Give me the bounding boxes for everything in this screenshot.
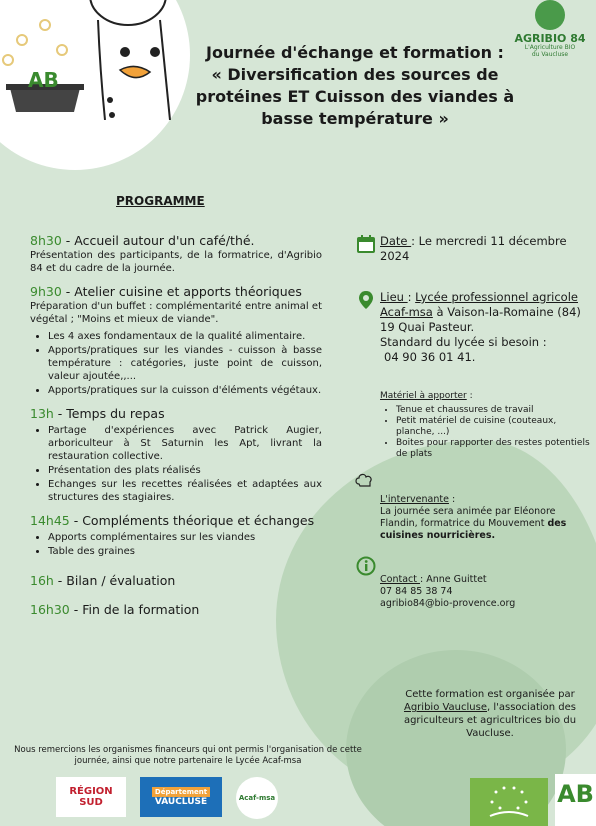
- materiel-label: Matériel à apporter: [380, 391, 467, 401]
- chef-illustration: [0, 0, 190, 170]
- agribio-logo-sub: [510, 45, 590, 58]
- eu-organic-leaf-logo: [470, 778, 548, 826]
- session-heading: [30, 603, 322, 616]
- page-title: [190, 42, 520, 130]
- agribio-logo: [510, 0, 590, 58]
- contact-email[interactable]: agribio84@bio-provence.org: [380, 598, 516, 609]
- session-heading: [30, 234, 322, 247]
- session-bullets: [30, 531, 322, 558]
- ab-logo: [555, 774, 596, 826]
- list-item: • Partage d'expériences avec Patrick Augier, arboriculteur à St Saturnin les Apt, livrant la restauration collective.: [48, 424, 322, 463]
- session-title: - Temps du repas: [53, 406, 165, 421]
- session-heading: [30, 285, 322, 298]
- location-place: Lycée professionnel agricole Acaf-msa: [380, 290, 578, 319]
- list-item: • Boites pour rapporter des restes potentiels de plats: [396, 438, 592, 460]
- chef-hat-icon: [350, 472, 378, 492]
- region-line-2: SUD: [79, 797, 103, 808]
- organizer-name: Agribio Vaucluse: [403, 702, 487, 713]
- materiel-list: [380, 405, 592, 460]
- departement-line-1: Département: [152, 787, 210, 797]
- session-title: - Accueil autour d'un café/thé.: [61, 233, 255, 248]
- region-sud-logo: [56, 777, 126, 817]
- standard-label: Standard du lycée si besoin :: [380, 335, 547, 349]
- title-line-4: basse température »: [261, 109, 449, 128]
- agribio-leaf-icon: [535, 0, 565, 30]
- list-item: • Petit matériel de cuisine (couteaux, planche, ...): [396, 416, 592, 438]
- session-heading: [30, 574, 322, 587]
- region-line-1: RÉGION: [69, 786, 113, 797]
- session-time: 16h30: [30, 602, 70, 617]
- date-value: : Le mercredi 11 décembre 2024: [380, 234, 567, 263]
- session-13h: [30, 407, 322, 504]
- session-time: 14h45: [30, 513, 70, 528]
- location-sep: :: [407, 290, 416, 304]
- intervenante-label: L'intervenante: [380, 494, 449, 505]
- list-item: • Table des graines: [48, 545, 322, 558]
- location-address: 19 Quai Pasteur.: [380, 320, 475, 334]
- agribio-logo-name: AGRIBIO 84: [514, 32, 586, 45]
- eu-leaf-icon: [470, 778, 548, 826]
- contact-name: : Anne Guittet: [419, 574, 487, 585]
- title-line-2: « Diversification des sources de: [211, 65, 499, 84]
- session-title: - Bilan / évaluation: [53, 573, 176, 588]
- chef-ab-badge: AB: [28, 68, 59, 92]
- session-bullets: [30, 330, 322, 397]
- contact-label: Contact: [380, 574, 420, 585]
- calendar-icon: [356, 234, 376, 254]
- session-time: 9h30: [30, 284, 62, 299]
- partner-logos: [56, 777, 278, 819]
- intervenante-block: [356, 494, 592, 542]
- session-body: Préparation d'un buffet : complémentarité entre animal et végétal ; "Moins et mieux de viande".: [30, 301, 322, 325]
- contact-block: [356, 574, 592, 610]
- list-item: • Les 4 axes fondamentaux de la qualité alimentaire.: [48, 330, 322, 343]
- list-item: • Echanges sur les recettes réalisées et adaptées aux structures des stagiaires.: [48, 478, 322, 504]
- session-body: Présentation des participants, de la formatrice, d'Agribio 84 et du cadre de la journée.: [30, 250, 322, 274]
- organizer-note: [390, 688, 590, 740]
- location-town: à Vaison-la-Romaine (84): [432, 305, 581, 319]
- organizer-text-post: , l'association des agriculteurs et agricultrices bio du Vaucluse.: [403, 702, 577, 739]
- session-0930: [30, 285, 322, 397]
- list-item: • Apports complémentaires sur les viandes: [48, 531, 322, 544]
- session-0830: [30, 234, 322, 275]
- date-label: Date: [380, 234, 412, 248]
- session-time: 8h30: [30, 233, 62, 248]
- title-line-3: protéines ET Cuisson des viandes à: [195, 87, 515, 106]
- session-bullets: [30, 424, 322, 504]
- agribio-logo-sub-1: L'Agriculture BIO: [524, 44, 576, 51]
- materiel-colon: :: [466, 391, 473, 401]
- funders-thanks: Nous remercions les organismes financeurs qui ont permis l'organisation de cette journée, ainsi que notre partenaire le Lycée Acaf-msa: [14, 745, 362, 766]
- acaf-label: Acaf-msa: [238, 794, 276, 802]
- location-block: [356, 290, 592, 365]
- departement-line-2: VAUCLUSE: [154, 797, 208, 807]
- session-16h: [30, 574, 322, 587]
- session-heading: [30, 407, 322, 420]
- list-item: • Apports/pratiques sur les viandes - cuisson à basse température : catégories, juste point de cuisson, valeur ajoutée,,...: [48, 344, 322, 383]
- list-item: • Apports/pratiques sur la cuisson d'éléments végétaux.: [48, 384, 322, 397]
- programme-heading: PROGRAMME: [116, 194, 205, 208]
- info-icon: [356, 556, 376, 576]
- location-pin-icon: [356, 290, 376, 310]
- acaf-msa-logo: [236, 777, 278, 819]
- session-title: - Fin de la formation: [69, 602, 200, 617]
- vaucluse-logo: [140, 777, 222, 817]
- organizer-text-pre: Cette formation est organisée par: [405, 689, 575, 700]
- list-item: • Présentation des plats réalisés: [48, 464, 322, 477]
- chef-chicken-icon: [0, 0, 190, 120]
- session-14h45: [30, 514, 322, 558]
- title-line-1: Journée d'échange et formation :: [206, 43, 504, 62]
- session-heading: [30, 514, 322, 527]
- info-panel: [356, 234, 592, 610]
- intervenante-colon: :: [448, 494, 456, 505]
- session-time: 13h: [30, 406, 54, 421]
- session-time: 16h: [30, 573, 54, 588]
- list-item: • Tenue et chaussures de travail: [396, 405, 592, 416]
- ab-logo-text: AB: [557, 780, 594, 808]
- session-16h30: [30, 603, 322, 616]
- intervenante-text: La journée sera animée par Eléonore Flandin, formatrice du Mouvement: [380, 506, 556, 529]
- materiel-block: [356, 391, 592, 460]
- programme-list: [30, 234, 322, 626]
- session-title: - Compléments théorique et échanges: [69, 513, 315, 528]
- date-block: [356, 234, 592, 264]
- intervenante-bold: des cuisines nourricières.: [380, 518, 567, 541]
- contact-phone: 07 84 85 38 74: [380, 586, 453, 597]
- agribio-logo-sub-2: du Vaucluse: [531, 50, 569, 58]
- location-label: Lieu: [380, 290, 408, 304]
- session-title: - Atelier cuisine et apports théoriques: [61, 284, 302, 299]
- standard-phone: 04 90 36 01 41.: [384, 350, 476, 364]
